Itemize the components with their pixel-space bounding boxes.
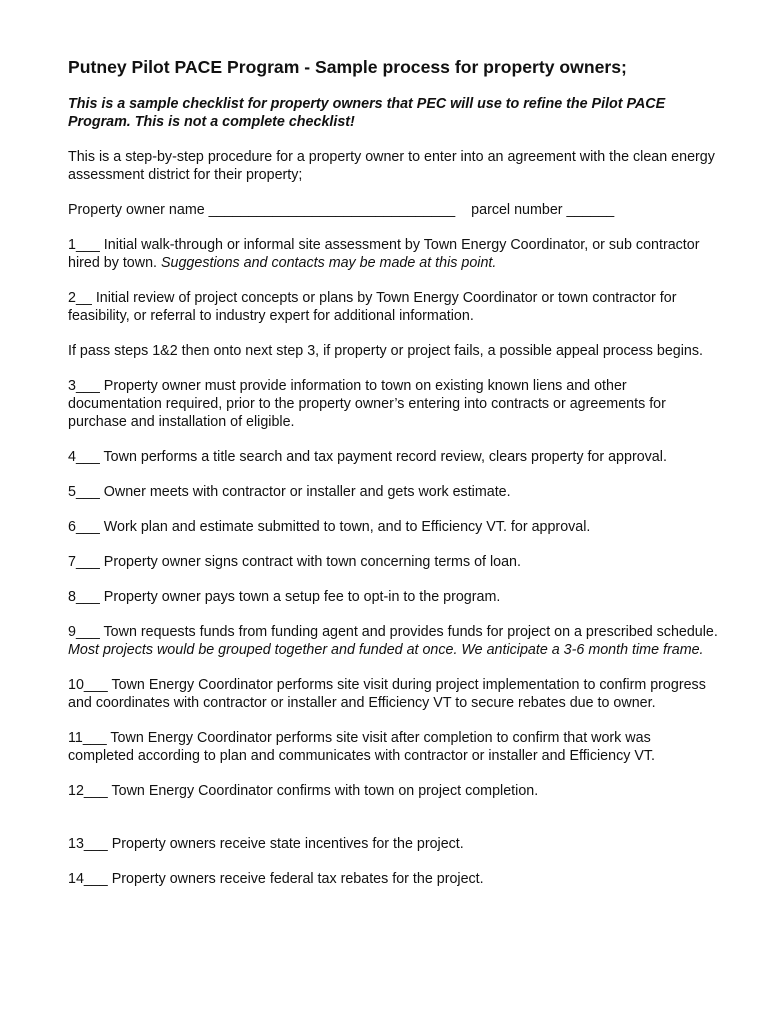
step-14-text: 14___ Property owners receive federal tax rebates for the project. (68, 871, 484, 887)
step-13-text: 13___ Property owners receive state incentives for the project. (68, 836, 464, 852)
step-5 (68, 483, 718, 501)
owner-name-label: Property owner name (68, 202, 205, 218)
step-8 (68, 588, 718, 606)
document-title: Putney Pilot PACE Program - Sample process for property owners; (68, 57, 627, 77)
owner-name-blank: _______________________________ (208, 202, 456, 218)
step-9-note: Most projects would be grouped together and funded at once. We anticipate a 3-6 month time frame. (68, 642, 704, 658)
step-11-text: 11___ Town Energy Coordinator performs site visit after completion to confirm that work was completed according to plan and communicates with contractor or installer and Efficiency VT. (68, 730, 655, 764)
step-10-text: 10___ Town Energy Coordinator performs site visit during project implementation to confirm progress and coordinates with contractor or installer and Efficiency VT to secure rebates due to owner. (68, 677, 706, 711)
step-9-text: 9___ Town requests funds from funding agent and provides funds for project on a prescribed schedule. (68, 624, 718, 640)
step-3 (68, 377, 718, 431)
parcel-number-blank: ______ (566, 202, 615, 218)
owner-info-line (68, 201, 718, 219)
pass-fail-text: If pass steps 1&2 then onto next step 3, if property or project fails, a possible appeal process begins. (68, 343, 703, 359)
pass-fail-paragraph (68, 342, 718, 360)
intro-paragraph: This is a step-by-step procedure for a property owner to enter into an agreement with the clean energy assessment district for their property; (68, 149, 715, 183)
step-2-text: 2__ Initial review of project concepts or plans by Town Energy Coordinator or town contractor for feasibility, or referral to industry expert for additional information. (68, 290, 677, 324)
step-2 (68, 289, 718, 325)
step-7 (68, 553, 718, 571)
step-12 (68, 782, 718, 800)
step-8-text: 8___ Property owner pays town a setup fee to opt-in to the program. (68, 589, 501, 605)
step-4 (68, 448, 718, 466)
document-page (68, 56, 718, 905)
step-13 (68, 835, 718, 853)
step-6-text: 6___ Work plan and estimate submitted to town, and to Efficiency VT. for approval. (68, 519, 591, 535)
step-11 (68, 729, 718, 765)
step-7-text: 7___ Property owner signs contract with town concerning terms of loan. (68, 554, 521, 570)
step-3-text: 3___ Property owner must provide information to town on existing known liens and other documentation required, prior to the property owner’s entering into contracts or agreements for purchase and installation of eligible. (68, 378, 666, 430)
step-5-text: 5___ Owner meets with contractor or installer and gets work estimate. (68, 484, 511, 500)
step-1-note: Suggestions and contacts may be made at this point. (157, 255, 497, 271)
step-9 (68, 623, 718, 659)
step-10 (68, 676, 718, 712)
step-1 (68, 236, 718, 272)
step-4-text: 4___ Town performs a title search and tax payment record review, clears property for approval. (68, 449, 667, 465)
disclaimer-note: This is a sample checklist for property owners that PEC will use to refine the Pilot PACE Program. This is not a complete checklist! (68, 96, 666, 130)
step-6 (68, 518, 718, 536)
step-1-text: 1___ Initial walk-through or informal site assessment by Town Energy Coordinator, or sub contractor hired by town. (68, 237, 700, 271)
parcel-number-label: parcel number (471, 202, 563, 218)
step-14 (68, 870, 718, 888)
step-12-text: 12___ Town Energy Coordinator confirms with town on project completion. (68, 783, 539, 799)
